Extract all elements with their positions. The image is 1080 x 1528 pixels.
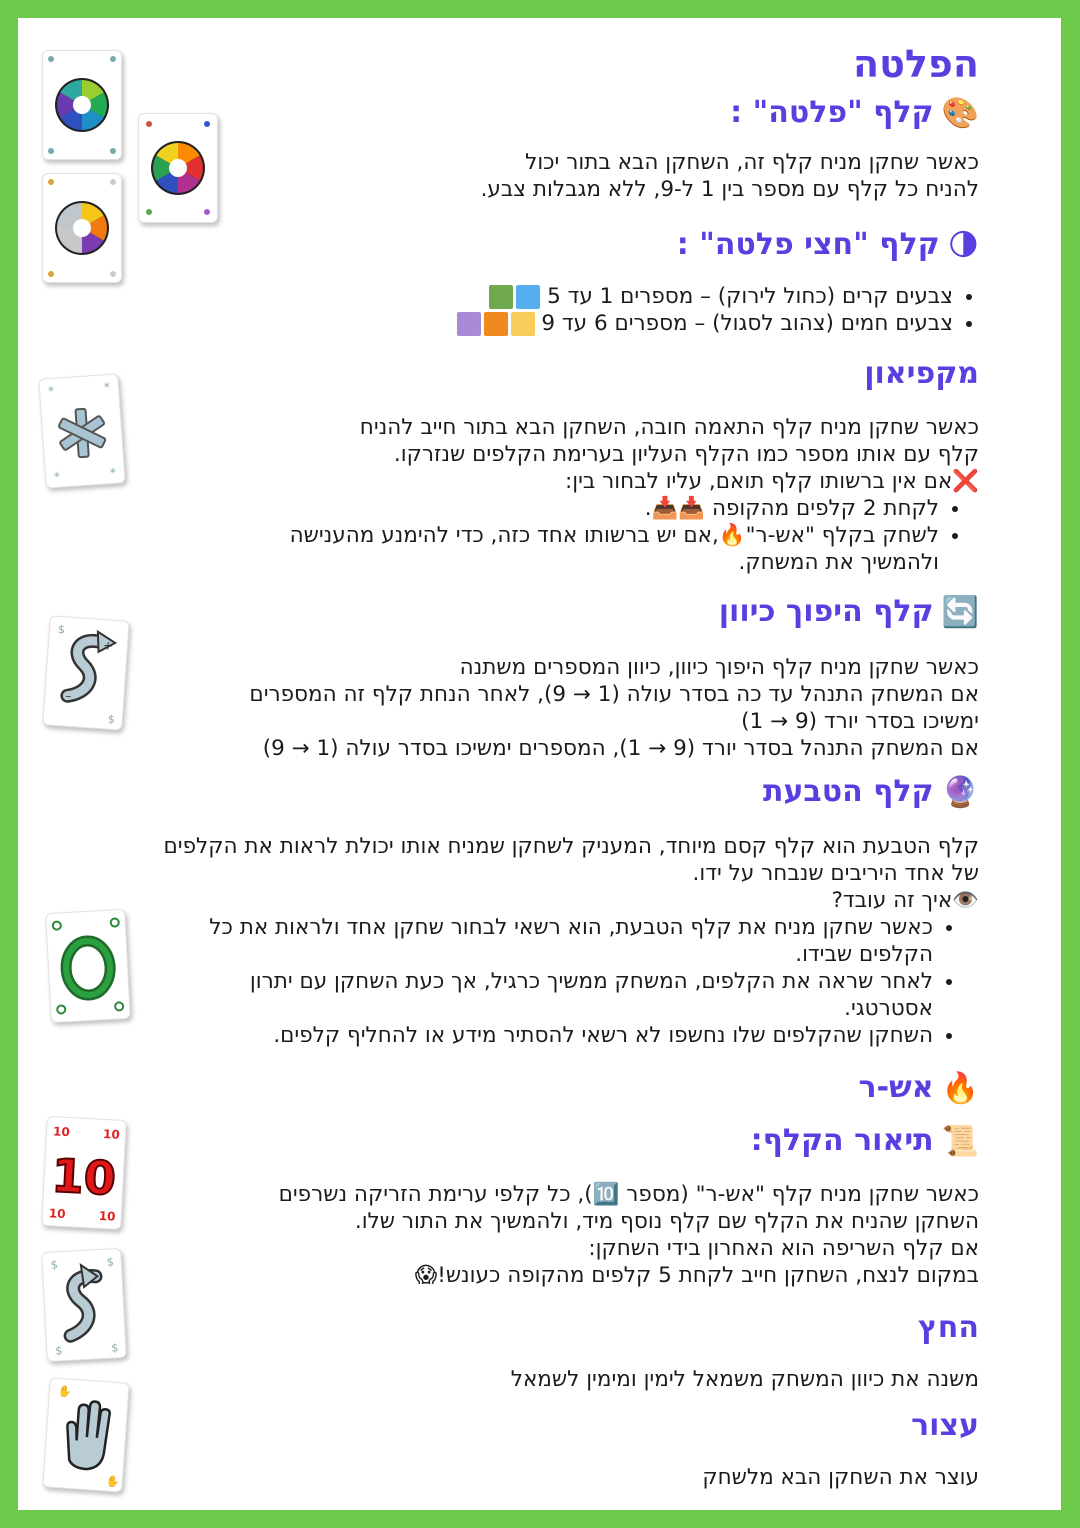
stop-card-image [42, 1377, 129, 1492]
ring-how-it-works [99, 914, 959, 1049]
svg-text:$: $ [106, 1255, 115, 1269]
svg-text:–: – [64, 688, 72, 704]
arrow-heading: החץ [917, 1310, 979, 1345]
svg-text:$: $ [57, 622, 66, 637]
wildcard-options [105, 495, 965, 576]
half-moon-icon: 🌗 [947, 228, 979, 263]
reverse-description: כאשר שחקן מניח קלף היפוך כיוון, כיוון המספרים משתנה אם המשחק התנהל עד כה בסדר עולה (1 → 9), לאחר הנחת קלף זה המספרים ימשיכו בסדר יורד (9 → 1) אם המשחק התנהל בסדר יורד (9 → 1), המספרים ימשיכו בסדר עולה (1 → 9) [249, 655, 979, 761]
palette-description: כאשר שחקן מניח קלף זה, השחקן הבא בתור יכול להניח כל קלף עם מספר בין 1 ל-9, ללא מגבלות צבע. [480, 150, 979, 202]
wildcard-heading: מקפיאון [864, 356, 979, 391]
svg-text:✋: ✋ [57, 1384, 73, 1399]
svg-text:$: $ [107, 712, 116, 727]
svg-text:*: * [47, 383, 55, 399]
arrow-card-image [41, 1248, 127, 1362]
half-palette-list [119, 283, 979, 337]
arrow-description: משנה את כיוון המשחק משמאל לימין ומימין לשמאל [510, 1367, 979, 1392]
palette-card-heading: 🎨קלף "פלטה" : [730, 95, 979, 131]
half-palette-heading: 🌗קלף "חצי פלטה" : [676, 227, 979, 263]
svg-text:$: $ [110, 1341, 119, 1355]
reverse-arrows-icon: 🔄 [941, 595, 979, 630]
svg-text:10: 10 [52, 1124, 71, 1140]
list-item: • צבעים קרים (כחול לירוק) – מספרים 1 עד 5 [119, 283, 953, 310]
crystal-ball-icon: 🔮 [941, 775, 979, 810]
palette-title: הפלטה [852, 42, 979, 86]
yellow-swatch [511, 312, 535, 336]
svg-text:$: $ [55, 1344, 63, 1358]
svg-text:*: * [109, 465, 117, 481]
blue-swatch [516, 285, 540, 309]
svg-text:*: * [53, 469, 61, 485]
reverse-heading: 🔄קלף היפוך כיוון [718, 594, 979, 630]
stop-description: עוצר את השחקן הבא מלשחק [702, 1465, 979, 1490]
fire-icon: 🔥 [941, 1071, 979, 1106]
list-item: • השחקן שהקלפים שלו נחשפו לא רשאי להסתיר מידע או להחליף קלפים. [99, 1022, 933, 1049]
fire-description-heading: 📜תיאור הקלף: [750, 1123, 979, 1159]
ring-heading: 🔮קלף הטבעת [762, 774, 979, 810]
green-swatch [489, 285, 513, 309]
scroll-icon: 📜 [941, 1124, 979, 1159]
palette-icon: 🎨 [941, 96, 979, 131]
svg-text:*: * [103, 379, 111, 395]
list-item: • צבעים חמים (צהוב לסגול) – מספרים 6 עד 9 [119, 310, 953, 337]
svg-text:10: 10 [48, 1206, 66, 1222]
ring-description: קלף הטבעת הוא קלף קסם מיוחד, המעניק לשחקן שמניח אותו יכולת לראות את הקלפים של אחד היריבים שנבחר על ידו. 👁️איך זה עובד? [163, 834, 979, 913]
fire-card-image [41, 1116, 127, 1230]
svg-text:10: 10 [102, 1126, 121, 1142]
list-item: • כאשר שחקן מניח את קלף הטבעת, הוא רשאי לבחור שחקן אחד ולראות את כל הקלפים שבידו. [99, 914, 933, 968]
list-item: • לשחק בקלף "אש-ר"🔥,אם יש ברשותו אחד כזה, כדי להימנע מהענישה ולהמשיך את המשחק. [105, 522, 939, 576]
svg-text:10: 10 [50, 1148, 118, 1206]
fire-heading: 🔥אש-ר [858, 1070, 979, 1106]
list-item: • לאחר שראה את הקלפים, המשחק ממשיך כרגיל, אך כעת השחקן עם יתרון אסטרטגי. [99, 968, 933, 1022]
svg-text:✋: ✋ [105, 1474, 120, 1489]
svg-text:$: $ [50, 1258, 59, 1272]
wildcard-card-image [38, 373, 125, 488]
stop-heading: עצור [911, 1408, 979, 1443]
svg-text:10: 10 [98, 1208, 116, 1224]
orange-swatch [484, 312, 508, 336]
purple-swatch [457, 312, 481, 336]
page [18, 18, 1061, 1510]
list-item: • לקחת 2 קלפים מהקופה 📥📥. [105, 495, 939, 522]
fire-description: כאשר שחקן מניח קלף "אש-ר" (מספר 🔟), כל קלפי ערימת הזריקה נשרפים השחקן שהניח את הקלף שם קלף נוסף מיד, ולהמשיך את התור שלו. אם קלף השריפה הוא האחרון בידי השחקן: במקום לנצח, השחקן חייב לקחת 5 קלפים מהקופה כעונש!😱 [278, 1182, 979, 1288]
svg-text:+: + [102, 638, 114, 653]
wildcard-description: כאשר שחקן מניח קלף התאמה חובה, השחקן הבא בתור חייב להניח קלף עם אותו מספר כמו הקלף העליון בערימת הקלפים שנזרקו. ❌אם אין ברשותו קלף תואם, עליו לבחור בין: [359, 415, 979, 494]
half-palette-card-image [42, 173, 122, 283]
palette-card-image-1 [42, 50, 122, 160]
reverse-card-image [42, 615, 129, 730]
